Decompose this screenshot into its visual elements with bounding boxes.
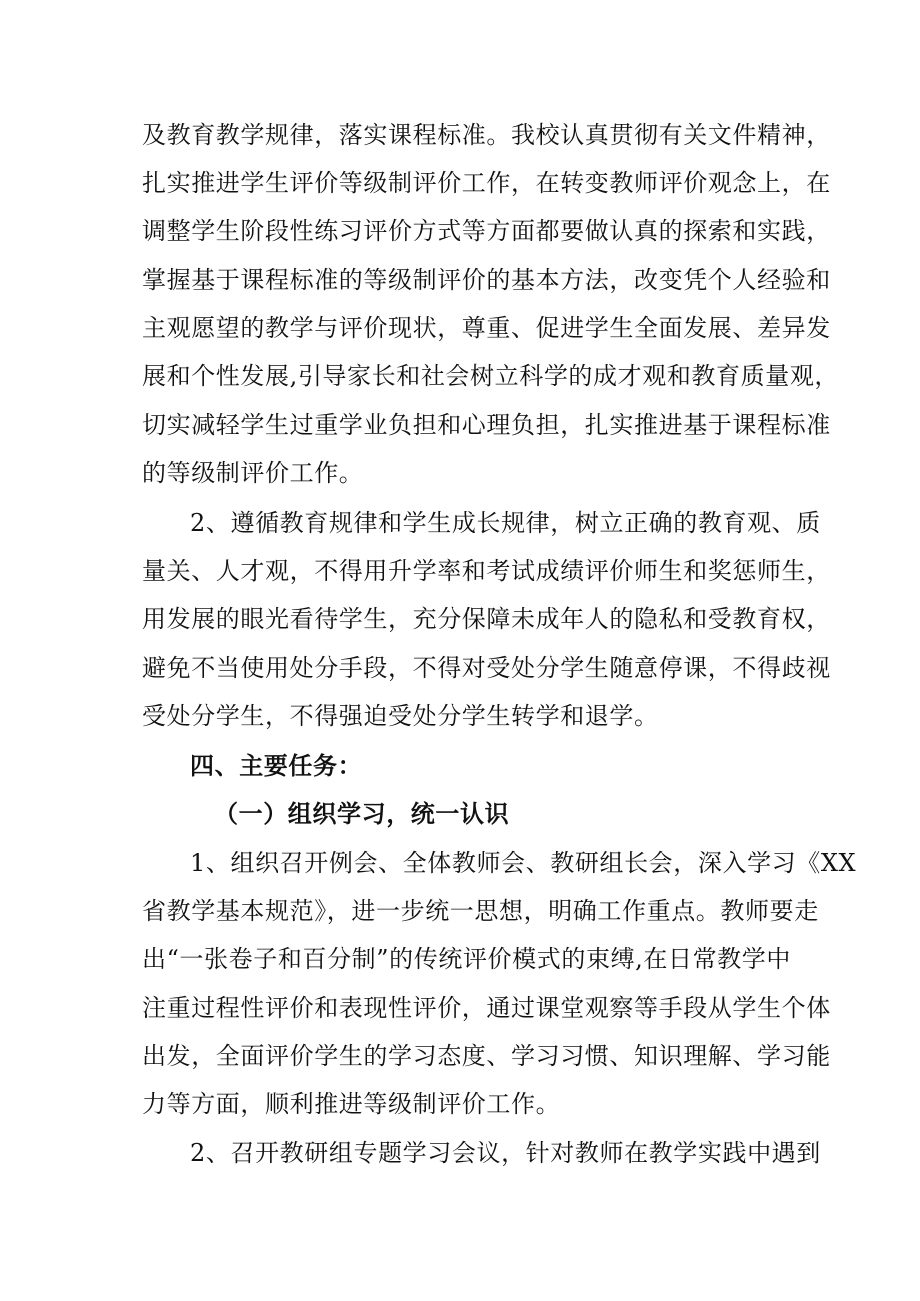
- paragraph-line: 力等方面，顺利推进等级制评价工作。: [142, 1090, 561, 1118]
- paragraph-line: 用发展的眼光看待学生，充分保障未成年人的隐私和受教育权，: [142, 605, 831, 633]
- paragraph-line: 量关、人才观，不得用升学率和考试成绩评价师生和奖惩师生，: [142, 557, 831, 585]
- section-heading: 四、主要任务：: [190, 751, 363, 780]
- paragraph-line: 避免不当使用处分手段，不得对受处分学生随意停课，不得歧视: [142, 654, 831, 682]
- paragraph-line: 省教学基本规范》，进一步统一思想，明确工作重点。教师要走: [142, 897, 819, 925]
- paragraph-line: 及教育教学规律，落实课程标准。我校认真贯彻有关文件精神，: [142, 121, 831, 149]
- paragraph-line: 出发，全面评价学生的学习态度、学习习惯、知识理解、学习能: [142, 1042, 831, 1070]
- paragraph-line: 的等级制评价工作。: [142, 459, 364, 487]
- paragraph-line: 出“一张卷子和百分制”的传统评价模式的束缚,在日常教学中: [142, 945, 791, 973]
- paragraph-line-first: 2、召开教研组专题学习会议，针对教师在教学实践中遇到: [190, 1139, 821, 1167]
- paragraph-line: 掌握基于课程标准的等级制评价的基本方法，改变凭个人经验和: [142, 266, 831, 294]
- paragraph-line-first: 2、遵循教育规律和学生成长规律，树立正确的教育观、质: [190, 509, 821, 537]
- paragraph-line: 展和个性发展,引导家长和社会树立科学的成才观和教育质量观，: [142, 362, 840, 390]
- paragraph-line: 注重过程性评价和表现性评价，通过课堂观察等手段从学生个体: [142, 994, 831, 1022]
- paragraph-line: 调整学生阶段性练习评价方式等方面都要做认真的探索和实践，: [142, 217, 831, 245]
- paragraph-line: 受处分学生，不得强迫受处分学生转学和退学。: [142, 702, 659, 730]
- paragraph-line: 扎实推进学生评价等级制评价工作，在转变教师评价观念上，在: [142, 169, 831, 197]
- paragraph-line-first: 1、组织召开例会、全体教师会、教研组长会，深入学习《XX: [190, 849, 857, 877]
- paragraph-line: 主观愿望的教学与评价现状，尊重、促进学生全面发展、差异发: [142, 314, 831, 342]
- subsection-heading: （一）组织学习，统一认识: [214, 799, 510, 828]
- paragraph-line: 切实减轻学生过重学业负担和心理负担，扎实推进基于课程标准: [142, 411, 831, 439]
